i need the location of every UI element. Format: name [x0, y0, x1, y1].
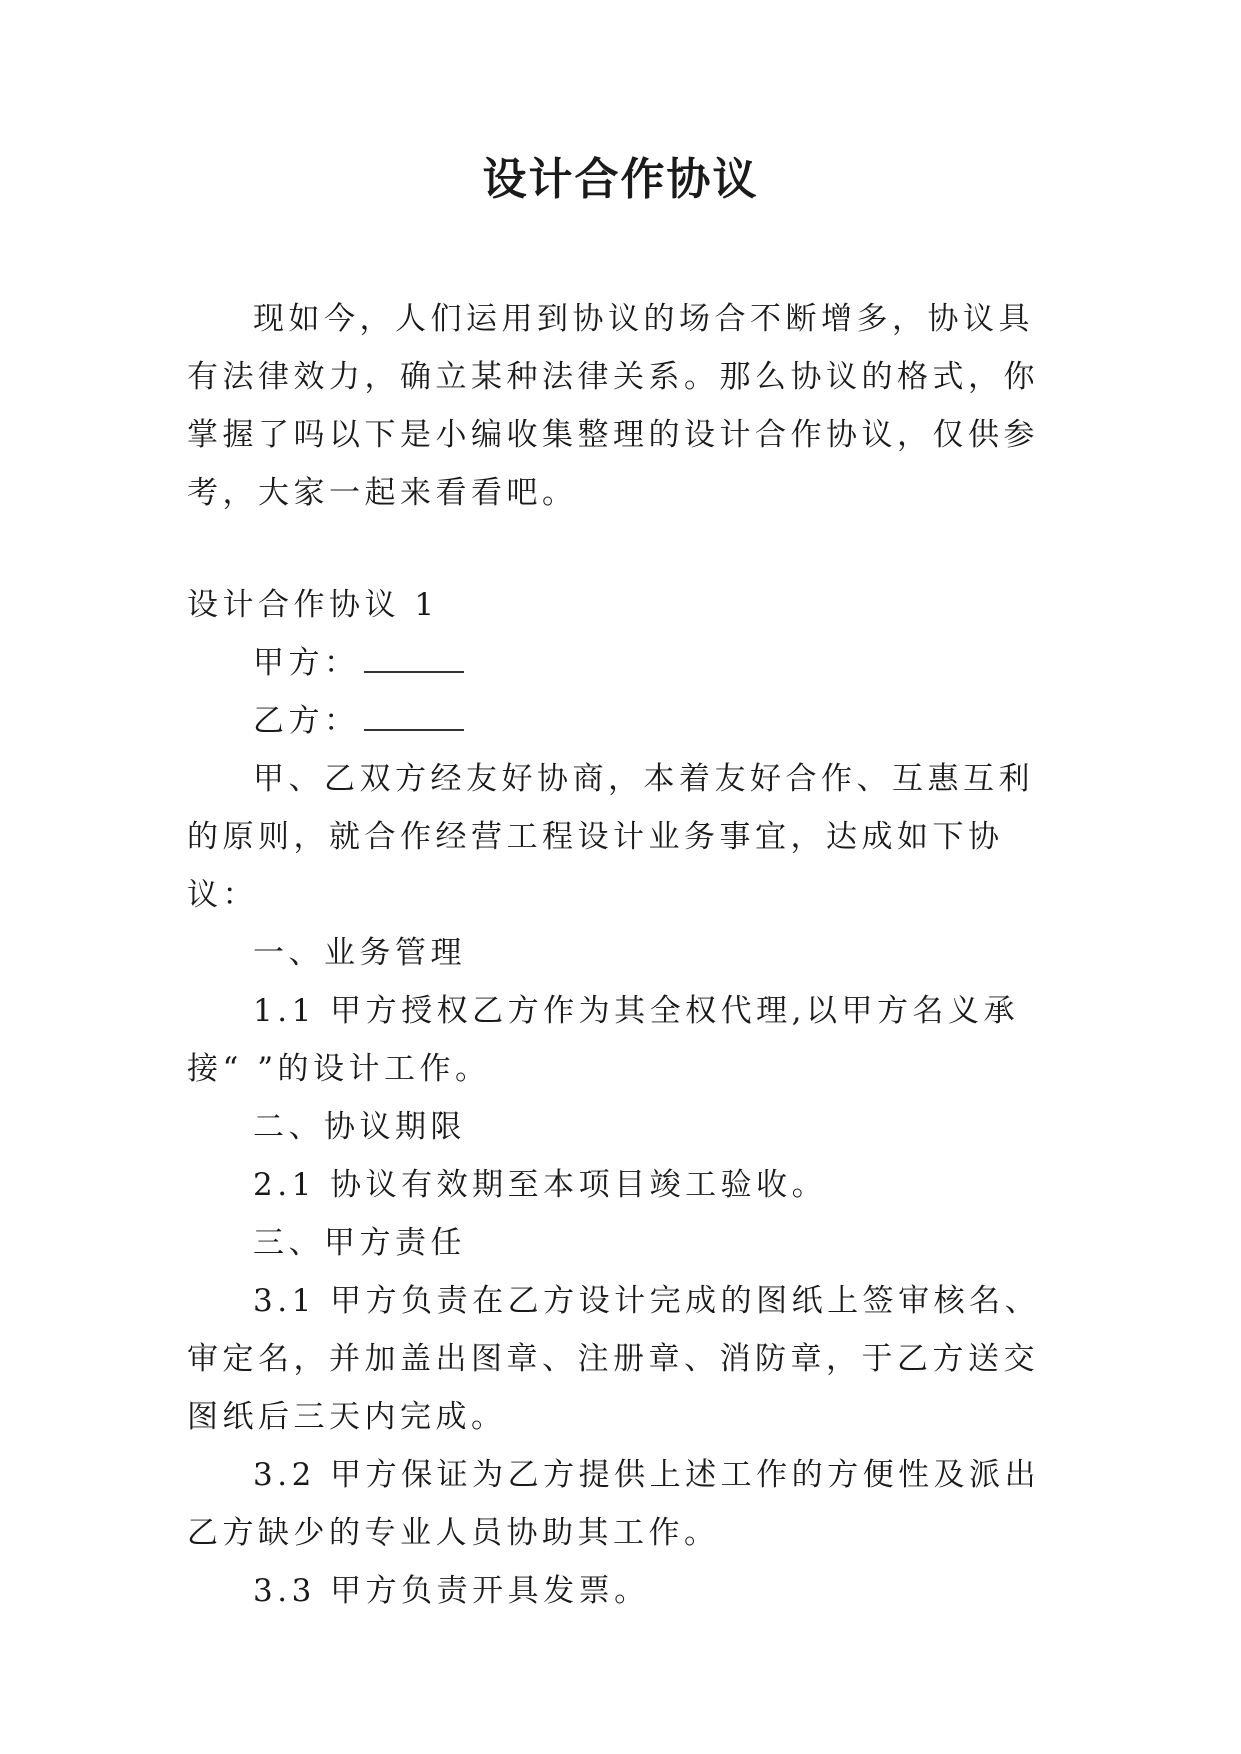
party-a-line [187, 634, 1053, 692]
clause-3-1: 3.1 甲方负责在乙方设计完成的图纸上签审核名、审定名，并加盖出图章、注册章、消防章，于乙方送交图纸后三天内完成。 [187, 1283, 1041, 1435]
party-b-label: 乙方： [253, 703, 360, 739]
section-heading: 设计合作协议 1 [187, 587, 439, 623]
clause-3-title: 三、甲方责任 [253, 1225, 466, 1261]
document-title: 设计合作协议 [482, 154, 759, 205]
agreement-body [187, 576, 1053, 1620]
party-b-blank [364, 707, 464, 731]
clause-3-2: 3.2 甲方保证为乙方提供上述工作的方便性及派出乙方缺少的专业人员协助其工作。 [187, 1457, 1041, 1551]
clause-2-1: 2.1 协议有效期至本项目竣工验收。 [253, 1167, 828, 1203]
party-a-blank [364, 649, 464, 673]
clause-1-1: 1.1 甲方授权乙方作为其全权代理,以甲方名义承接“ ”的设计工作。 [187, 993, 1020, 1087]
clause-2-title: 二、协议期限 [253, 1109, 466, 1145]
clause-1-title: 一、业务管理 [253, 935, 466, 971]
clause-3-3: 3.3 甲方负责开具发票。 [253, 1573, 650, 1609]
party-b-line [187, 692, 1053, 750]
preamble-paragraph: 甲、乙双方经友好协商，本着友好合作、互惠互利的原则，就合作经营工程设计业务事宜，达成如下协议： [187, 761, 1034, 913]
intro-paragraph: 现如今，人们运用到协议的场合不断增多，协议具有法律效力，确立某种法律关系。那么协议的格式，你掌握了吗以下是小编收集整理的设计合作协议，仅供参考，大家一起来看看吧。 [187, 301, 1039, 511]
party-a-label: 甲方： [253, 645, 360, 681]
